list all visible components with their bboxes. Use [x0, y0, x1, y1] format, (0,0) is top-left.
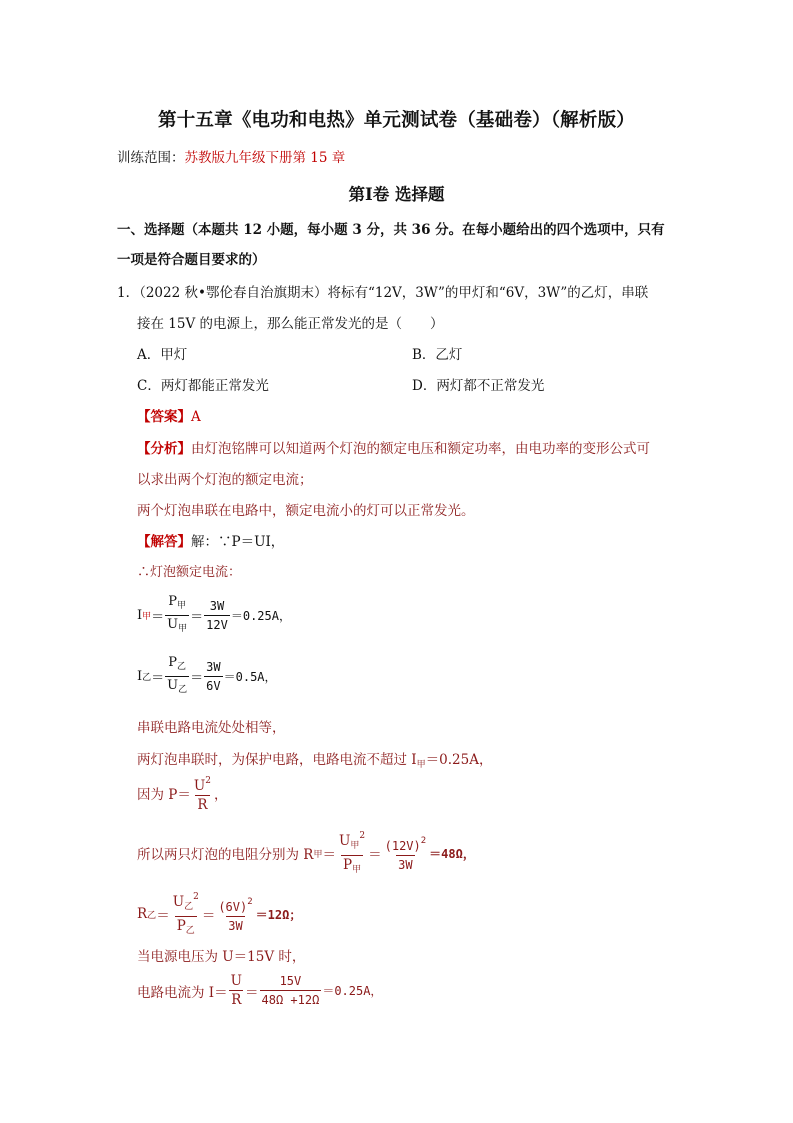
- formula-i-jia: [137, 594, 291, 637]
- fraction-values: [260, 973, 322, 1008]
- equals: ＝: [201, 908, 216, 924]
- equals: ＝: [151, 671, 165, 686]
- voltage-statement: 当电源电压为 U＝15V 时，: [137, 949, 306, 965]
- answer-value: A: [191, 409, 201, 425]
- current-text: 电路电流为 I＝: [137, 984, 228, 1001]
- frac-sup: 2: [193, 892, 199, 902]
- analysis-text-1: 由灯泡铭牌可以知道两个灯泡的额定电压和额定功率，由电功率的变形公式可: [191, 441, 650, 457]
- frac-num-sub: 乙: [184, 902, 194, 912]
- section-heading-line2: 一项是符合题目要求的）: [117, 252, 266, 268]
- frac-num: P: [168, 655, 178, 670]
- formula-i-yi: [137, 655, 277, 698]
- formula-result: ＝48Ω，: [429, 846, 475, 861]
- formula-result: ＝0.25A，: [322, 984, 383, 998]
- frac-num: 15V: [279, 974, 302, 988]
- frac-num: 3W: [206, 660, 221, 674]
- frac-num-sub: 甲: [177, 601, 187, 611]
- frac-sup: 2: [247, 897, 253, 907]
- solution-intro: 解：∵P＝UI，: [191, 534, 285, 550]
- analysis-tag: 【分析】: [137, 441, 191, 457]
- section-heading-line1: 一、选择题（本题共 12 小题，每小题 3 分，共 36 分。在每小题给出的四个选项中，只有: [117, 222, 665, 238]
- frac-sup: 2: [205, 776, 211, 786]
- frac-den-sub: 乙: [178, 685, 188, 695]
- frac-sup: 2: [420, 836, 427, 846]
- protect-text: 两灯泡串联时，为保护电路，电路电流不超过 I: [137, 752, 417, 768]
- frac-den-sub: 甲: [352, 865, 362, 875]
- option-b: B．乙灯: [412, 347, 463, 363]
- frac-num: (12V): [384, 839, 421, 853]
- because-text: 因为 P＝: [137, 787, 191, 803]
- volume-heading: 第Ⅰ卷 选择题: [348, 185, 445, 204]
- solution-therefore: ∴灯泡额定电流：: [137, 565, 242, 580]
- training-range: [117, 146, 345, 166]
- analysis-line1: [137, 437, 650, 457]
- fraction-values: [204, 598, 230, 633]
- frac-den: 6V: [204, 676, 222, 694]
- fraction-u2-over-r: [192, 773, 213, 813]
- frac-den: 3W: [226, 916, 244, 934]
- fraction-u2-over-p: [337, 828, 367, 878]
- range-value: 苏教版九年级下册第 15 章: [184, 150, 346, 166]
- fraction-u2-over-p: [171, 889, 201, 939]
- frac-den: U: [167, 678, 179, 693]
- protect-end: ＝0.25A，: [425, 752, 493, 768]
- solution-line1: [137, 530, 284, 550]
- formula-r-jia: [137, 828, 475, 878]
- frac-den: U: [167, 617, 179, 632]
- formula-result: ＝12Ω；: [255, 907, 302, 922]
- equals: ＝: [322, 847, 336, 863]
- frac-den-sub: 乙: [185, 926, 195, 936]
- frac-num: U: [193, 778, 206, 794]
- question-stem-line2: [137, 312, 444, 332]
- frac-num: U: [230, 973, 243, 989]
- equals: ＝: [190, 671, 204, 686]
- frac-den: 3W: [396, 855, 414, 873]
- fraction-values: [216, 894, 254, 934]
- sub-jia: 甲: [313, 849, 323, 860]
- analysis-line3: 两个灯泡串联在电路中，额定电流小的灯可以正常发光。: [137, 503, 475, 519]
- equals: ＝: [156, 908, 170, 924]
- r-intro: 所以两只灯泡的电阻分别为 R: [137, 847, 314, 863]
- protect-sub: 甲: [416, 760, 426, 770]
- var-i: I: [137, 608, 143, 623]
- because-end: ，: [214, 787, 228, 803]
- frac-num: U: [172, 894, 185, 910]
- frac-num: P: [168, 594, 178, 609]
- frac-num-sub: 乙: [177, 662, 187, 672]
- fraction-values: [383, 833, 429, 873]
- equals: ＝: [190, 610, 204, 625]
- series-statement: 串联电路电流处处相等，: [137, 720, 286, 736]
- frac-den: R: [197, 797, 208, 813]
- question-stem-close: ）: [430, 316, 444, 332]
- frac-sup: 2: [359, 831, 366, 841]
- fraction-values: [204, 659, 222, 694]
- power-formula: [137, 773, 228, 813]
- option-c: C．两灯都能正常发光: [137, 378, 269, 394]
- fraction-u-over-r: [229, 973, 244, 1008]
- option-d: D．两灯都不正常发光: [412, 378, 545, 394]
- frac-den: P: [176, 918, 186, 934]
- frac-den: R: [231, 992, 242, 1008]
- option-a: A．甲灯: [137, 347, 188, 363]
- formula-current: [137, 973, 382, 1008]
- formula-result: ＝0.25A，: [230, 609, 291, 623]
- document-title: 第十五章《电功和电热》单元测试卷（基础卷）（解析版）: [158, 110, 635, 131]
- equals: ＝: [151, 610, 165, 625]
- solution-tag: 【解答】: [137, 534, 191, 550]
- frac-den: 48Ω +12Ω: [260, 990, 322, 1008]
- equals: ＝: [245, 984, 259, 1001]
- question-stem-text: 接在 15V 的电源上，那么能正常发光的是（: [137, 316, 403, 332]
- frac-num: U: [338, 833, 351, 849]
- range-label: 训练范围：: [117, 150, 185, 166]
- formula-r-yi: [137, 889, 301, 939]
- var-i: I: [137, 669, 143, 684]
- fraction-p-over-u: [165, 594, 189, 637]
- frac-den: P: [343, 857, 353, 873]
- var-r: R: [137, 906, 148, 922]
- sub-yi: 乙: [142, 673, 152, 683]
- sub-jia: 甲: [142, 612, 152, 622]
- fraction-p-over-u: [165, 655, 189, 698]
- analysis-line2: 以求出两个灯泡的额定电流；: [137, 472, 313, 488]
- frac-num-sub: 甲: [350, 841, 360, 851]
- frac-den-sub: 甲: [178, 624, 188, 634]
- sub-yi: 乙: [147, 910, 157, 921]
- protect-statement: [137, 748, 492, 770]
- question-stem-line1: 1．（2022 秋•鄂伦春自治旗期末）将标有“12V，3W”的甲灯和“6V，3W”的乙灯，串联: [117, 285, 649, 301]
- frac-num: (6V): [218, 900, 248, 914]
- equals: ＝: [368, 847, 382, 863]
- answer-tag: 【答案】: [137, 409, 191, 425]
- formula-result: ＝0.5A，: [223, 670, 277, 684]
- frac-num: 3W: [209, 599, 225, 613]
- frac-den: 12V: [204, 615, 230, 633]
- answer-line: [137, 405, 201, 425]
